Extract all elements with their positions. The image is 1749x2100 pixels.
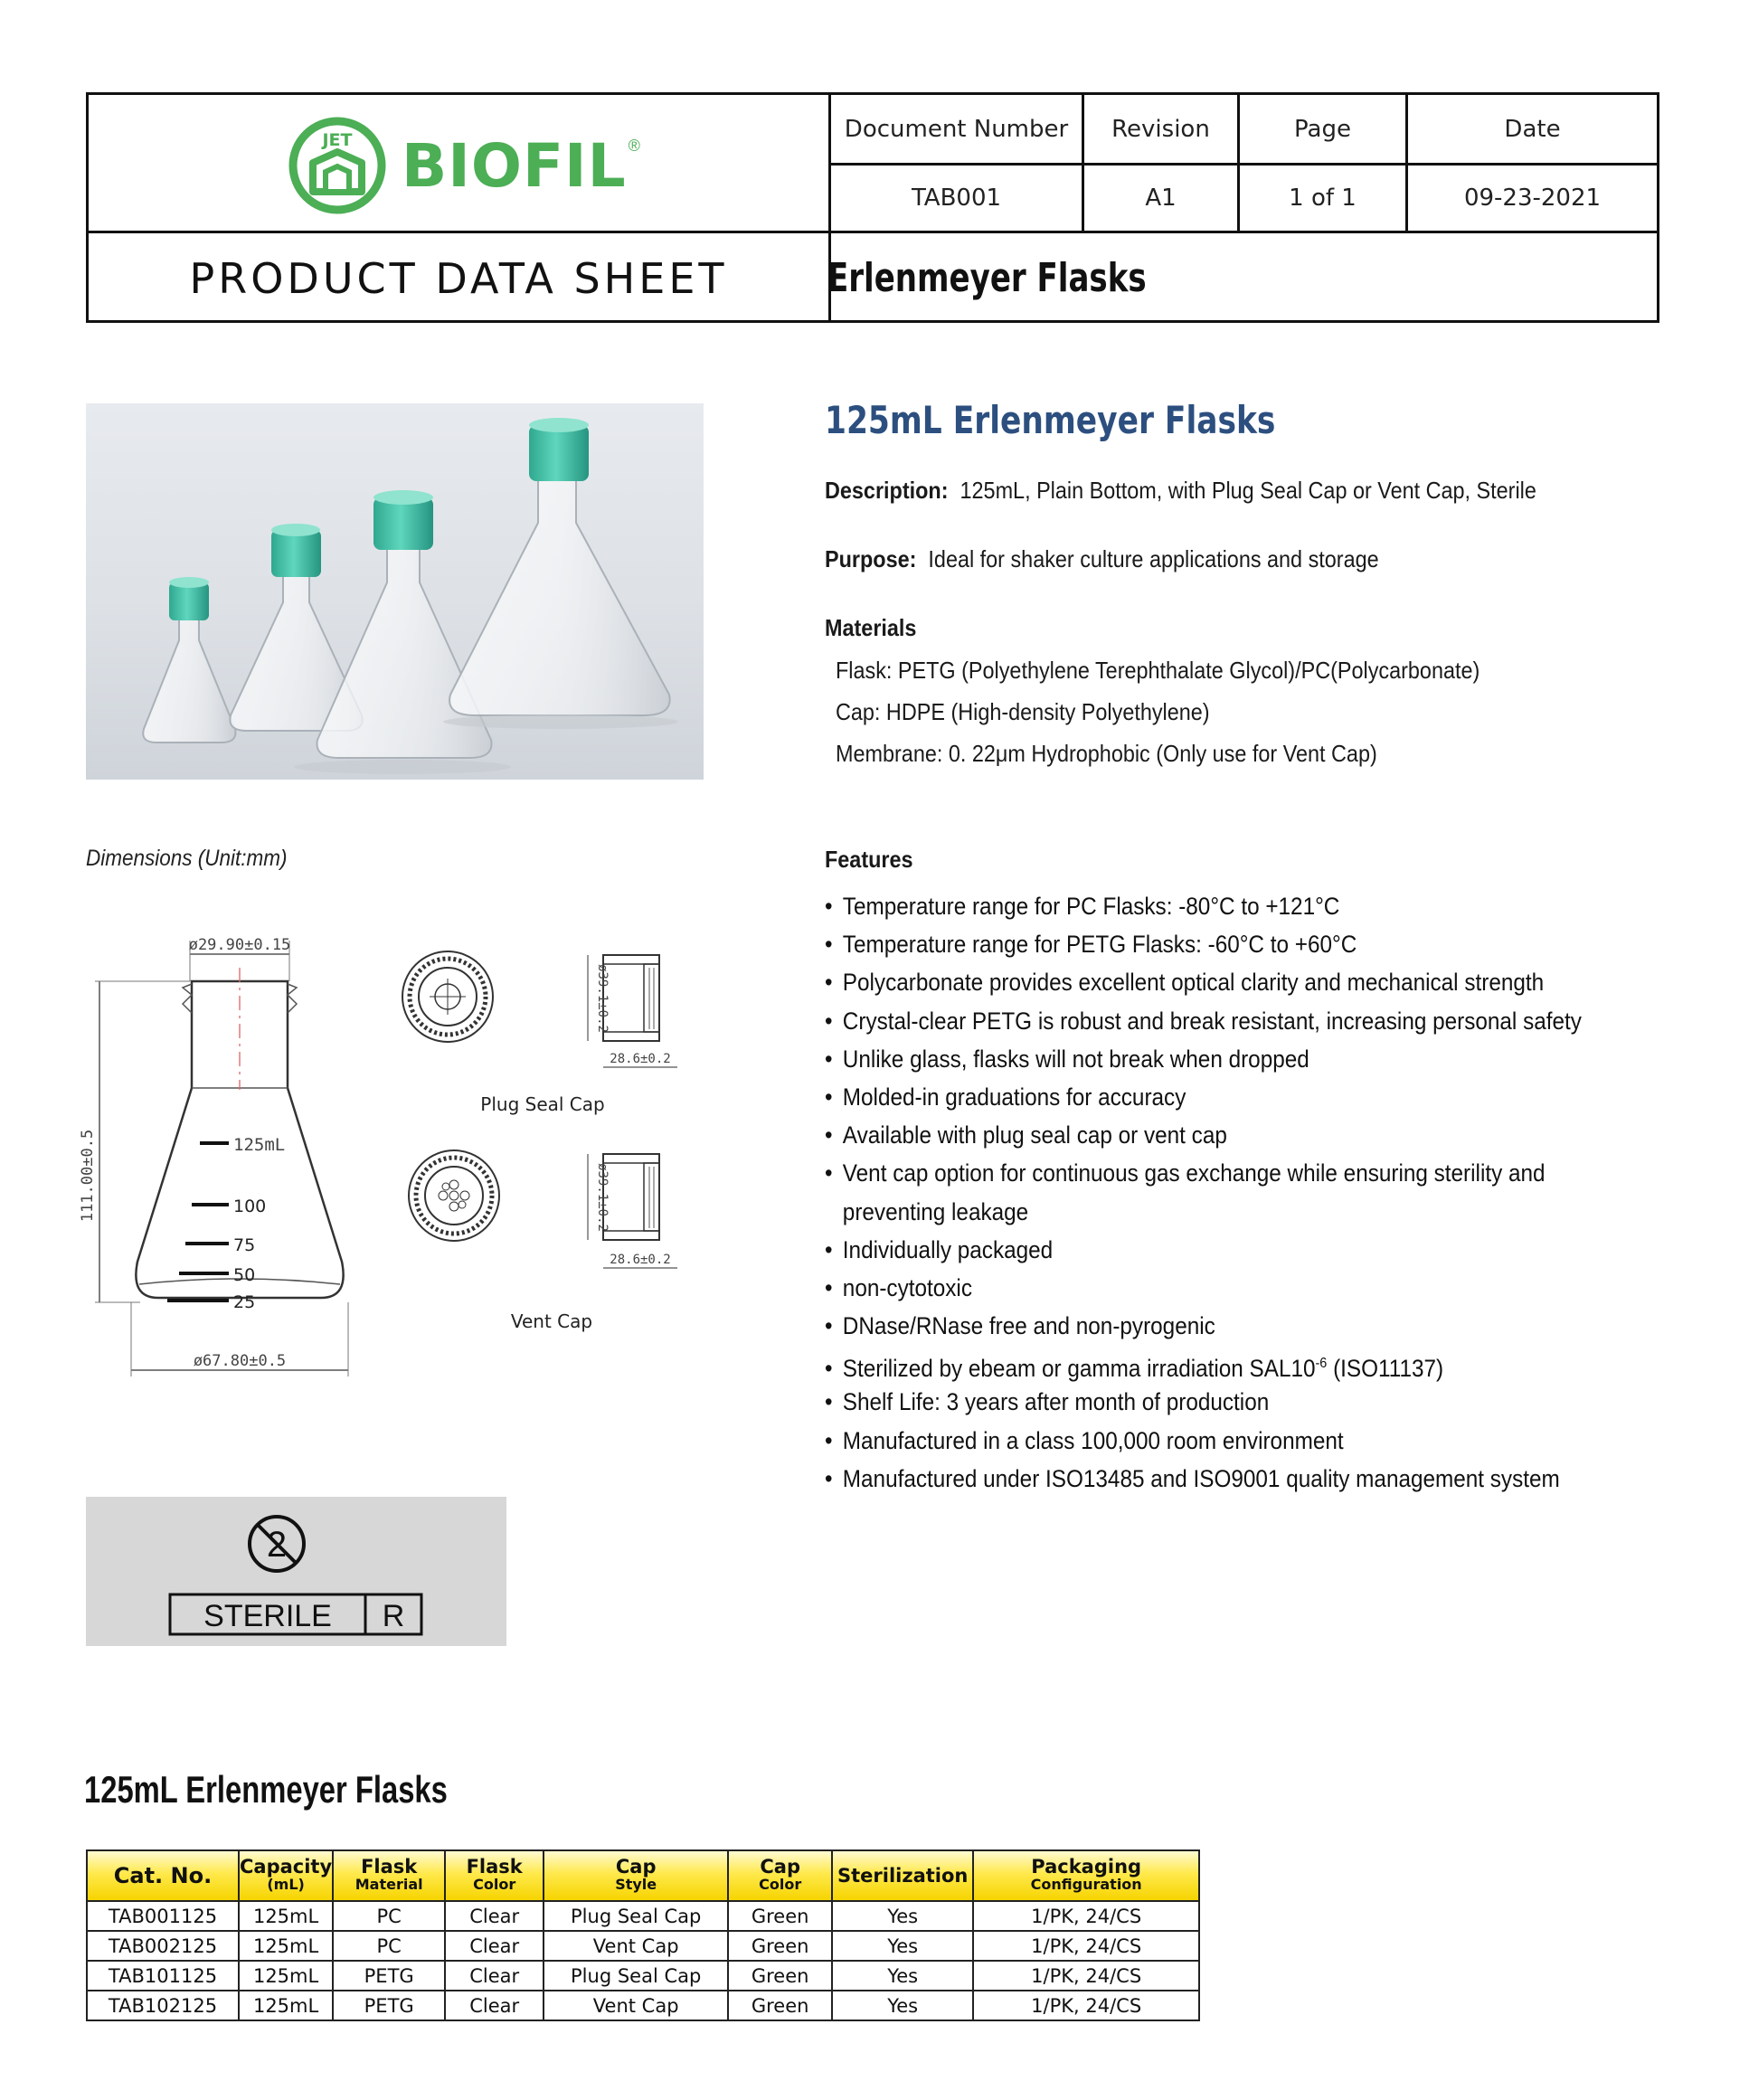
product-photo [86, 403, 704, 780]
registered-mark: ® [628, 136, 640, 155]
sal-standard: (ISO11137) [1333, 1355, 1444, 1383]
sal-exponent: -6 [1315, 1356, 1328, 1372]
plug-seal-cap-label: Plug Seal Cap [480, 1093, 605, 1115]
graduation-125: 125mL [233, 1135, 286, 1155]
svg-text:JET: JET [322, 130, 353, 150]
base-diameter-text: ø67.80±0.5 [193, 1352, 287, 1370]
table-title: 125mL Erlenmeyer Flasks [84, 1768, 448, 1811]
vent-cap-side-icon [588, 1154, 677, 1268]
doc-number-value: TAB001 [911, 184, 1002, 212]
plug-cap-diameter-text: ø39.1±0.2 [595, 964, 610, 1033]
table-row: TAB001125 125mL PC Clear Plug Seal Cap Green Yes 1/PK, 24/CS [87, 1901, 1199, 1931]
header-flask-material: Flask Material [333, 1850, 445, 1901]
graduation-50: 50 [233, 1265, 256, 1285]
graduation-75: 75 [233, 1235, 256, 1255]
table-row: TAB101125 125mL PETG Clear Plug Seal Cap Green Yes 1/PK, 24/CS [87, 1961, 1199, 1991]
product-name: Erlenmeyer Flasks [827, 255, 1147, 301]
description-label: Description: [825, 477, 949, 504]
description-text: 125mL, Plain Bottom, with Plug Seal Cap or Vent Cap, Sterile [960, 477, 1536, 504]
jet-logo-icon [288, 116, 387, 215]
feature-item: • Polycarbonate provides excellent optical clarity and mechanical strength [825, 969, 1545, 997]
sterile-symbol [86, 1497, 506, 1646]
feature-item: • DNase/RNase free and non-pyrogenic [825, 1312, 1215, 1340]
sheet-title: PRODUCT DATA SHEET [189, 253, 728, 303]
purpose-label: Purpose: [825, 545, 917, 572]
flask-photo-image [86, 403, 704, 780]
table-row: TAB002125 125mL PC Clear Vent Cap Green Yes 1/PK, 24/CS [87, 1931, 1199, 1961]
vent-cap-top-icon [409, 1150, 499, 1241]
vent-cap-height-text: 28.6±0.2 [610, 1253, 671, 1267]
table-row: TAB102125 125mL PETG Clear Vent Cap Green Yes 1/PK, 24/CS [87, 1991, 1199, 2020]
doc-number-label: Document Number [844, 115, 1069, 143]
height-text: 111.00±0.5 [79, 1129, 97, 1223]
graduation-100: 100 [233, 1197, 267, 1216]
purpose-text: Ideal for shaker culture applications and storage [928, 545, 1379, 572]
vent-cap-label: Vent Cap [510, 1310, 593, 1332]
purpose-line [825, 545, 1379, 573]
feature-item: • Temperature range for PETG Flasks: -60°C to +60°C [825, 931, 1357, 959]
graduation-25: 25 [233, 1292, 256, 1312]
feature-item: • Manufactured in a class 100,000 room environment [825, 1426, 1344, 1454]
feature-item: • Crystal-clear PETG is robust and break resistant, increasing personal safety [825, 1007, 1582, 1035]
plug-seal-cap-top-icon [402, 951, 493, 1042]
features-title: Features [825, 846, 913, 873]
page-label: Page [1294, 115, 1351, 143]
material-cap: Cap: HDPE (High-density Polyethylene) [836, 698, 1210, 725]
feature-item: • non-cytotoxic [825, 1273, 972, 1301]
materials-title: Materials [825, 614, 917, 641]
feature-item: • Vent cap option for continuous gas exchange while ensuring sterility and [825, 1159, 1546, 1187]
svg-text:2: 2 [266, 1525, 288, 1565]
material-flask: Flask: PETG (Polyethylene Terephthalate Glycol)/PC(Polycarbonate) [836, 657, 1480, 684]
date-label: Date [1504, 115, 1561, 143]
table-header-row [87, 1850, 1199, 1901]
feature-item: • Unlike glass, flasks will not break when dropped [825, 1045, 1309, 1073]
feature-item-continued: preventing leakage [842, 1197, 1029, 1225]
sterile-method: R [382, 1599, 405, 1633]
material-membrane: Membrane: 0. 22μm Hydrophobic (Only use for Vent Cap) [836, 740, 1377, 767]
product-title: 125mL Erlenmeyer Flasks [825, 398, 1276, 442]
feature-item: • Molded-in graduations for accuracy [825, 1083, 1186, 1111]
sterile-label [86, 1497, 506, 1646]
header-capacity: Capacity (mL) [239, 1850, 333, 1901]
features-list [825, 887, 1666, 1498]
revision-value: A1 [1145, 184, 1177, 212]
header-cap-color: Cap Color [728, 1850, 832, 1901]
feature-item: • Temperature range for PC Flasks: -80°C to +121°C [825, 893, 1340, 920]
header-cat-no: Cat. No. [87, 1850, 239, 1901]
feature-item: • Available with plug seal cap or vent cap [825, 1121, 1227, 1149]
document-header [86, 92, 1659, 323]
neck-diameter-text: ø29.90±0.15 [188, 936, 291, 954]
feature-item: • Manufactured under ISO13485 and ISO9001 quality management system [825, 1464, 1560, 1492]
plug-seal-cap-side-icon [588, 955, 677, 1067]
feature-item: • Shelf Life: 3 years after month of production [825, 1388, 1270, 1416]
feature-item: • Sterilized by ebeam or gamma irradiation $SAL10^{-6}$ (ISO11137) [825, 1355, 1444, 1383]
biofil-logo [288, 111, 667, 220]
plug-cap-height-text: 28.6±0.2 [610, 1052, 671, 1066]
brand-name: BIOFIL [402, 130, 627, 201]
product-table [86, 1849, 1200, 2021]
revision-label: Revision [1111, 115, 1210, 143]
date-value: 09-23-2021 [1463, 184, 1602, 212]
dimension-drawing [72, 913, 723, 1402]
feature-item: • Individually packaged [825, 1235, 1054, 1263]
header-packaging: Packaging Configuration [973, 1850, 1199, 1901]
header-cap-style: Cap Style [544, 1850, 728, 1901]
page-value: 1 of 1 [1289, 184, 1357, 212]
description-line [825, 477, 1536, 505]
header-sterilization: Sterilization [832, 1850, 973, 1901]
header-flask-color: Flask Color [445, 1850, 544, 1901]
vent-cap-diameter-text: ø39.1±0.2 [595, 1163, 610, 1232]
dimensions-title: Dimensions (Unit:mm) [86, 846, 288, 871]
sterile-text: STERILE [203, 1599, 332, 1633]
